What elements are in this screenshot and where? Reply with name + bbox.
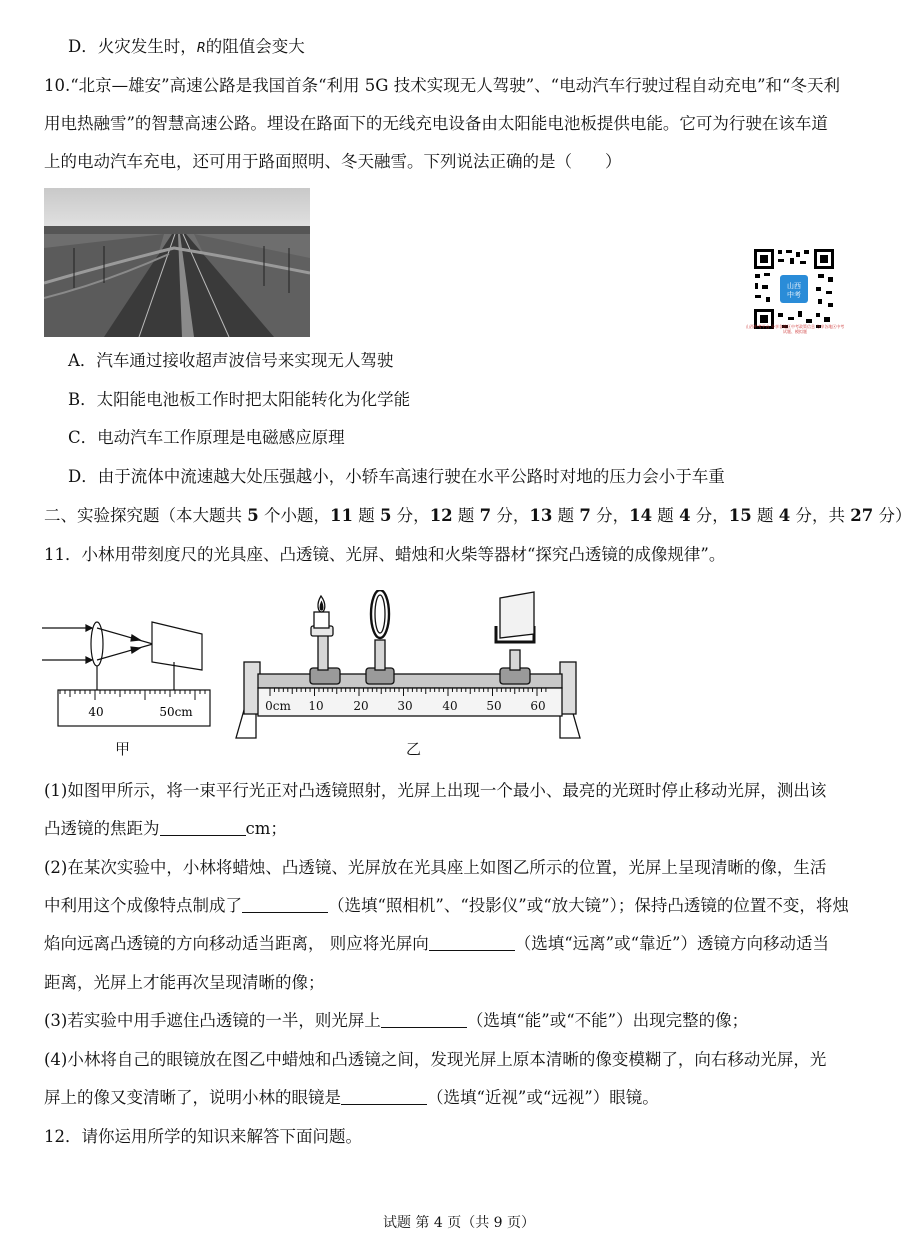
svg-text:中考: 中考	[787, 291, 801, 299]
qr-caption: 山西中考平台 分享各地区中考政策信息 分享各地区中考试题、模拟题	[745, 324, 845, 334]
q11-part2-line1: (2)在某次实验中，小林将蜡烛、凸透镜、光屏放在光具座上如图乙所示的位置，光屏上呈现清晰的像，生活	[44, 858, 827, 877]
q10-stem-line3: 上的电动汽车充电，还可用于路面照明、冬天融雪。下列说法正确的是（ ）	[44, 152, 622, 171]
q11-part4-line1: (4)小林将自己的眼镜放在图乙中蜡烛和凸透镜之间，发现光屏上原本清晰的像变模糊了，向右移动光屏，光	[44, 1050, 827, 1069]
svg-text:山西: 山西	[787, 282, 801, 290]
figure-yi	[230, 590, 590, 740]
jia-tick-label-40: 40	[88, 705, 104, 719]
yi-tick-label-50: 50	[486, 699, 502, 713]
answer-blank-glasses-type[interactable]	[341, 1088, 427, 1105]
figure-jia-diagram	[40, 612, 220, 742]
q11-part2-line3: 焰向远离凸透镜的方向移动适当距离， 则应将光屏向 （选填“远离”或“靠近”）透镜方向移动适当	[44, 934, 829, 953]
qr-code	[752, 247, 836, 331]
variable-r: R	[196, 41, 206, 56]
yi-tick-label-10: 10	[308, 699, 324, 713]
jia-tick-label-50: 50cm	[159, 705, 193, 719]
page-footer: 试题 第 4 页（共 9 页）	[382, 1215, 536, 1231]
q11-part3: (3)若实验中用手遮住凸透镜的一半，则光屏上 （选填“能”或“不能”）出现完整的像；	[44, 1011, 749, 1030]
answer-blank-complete-image[interactable]	[381, 1011, 467, 1028]
figure-yi-diagram	[230, 590, 590, 740]
figure-jia-caption: 甲	[115, 740, 131, 758]
yi-tick-label-40: 40	[442, 699, 458, 713]
yi-tick-label-0: 0cm	[265, 699, 291, 713]
q11-part1-line1: (1)如图甲所示，将一束平行光正对凸透镜照射，光屏上出现一个最小、最亮的光斑时停止移动光屏，测出该	[44, 781, 827, 800]
q9-option-d: D．火灾发生时，R的阻值会变大	[68, 37, 305, 56]
q10-option-b: B．太阳能电池板工作时把太阳能转化为化学能	[68, 390, 411, 409]
jia-ruler-ticks	[60, 690, 210, 700]
answer-blank-focal-length[interactable]	[160, 819, 246, 836]
answer-blank-screen-direction[interactable]	[429, 934, 515, 951]
q11-stem: 11．小林用带刻度尺的光具座、凸透镜、光屏、蜡烛和火柴等器材“探究凸透镜的成像规律”。	[44, 545, 726, 564]
qr-code-icon	[752, 247, 836, 331]
highway-photo-image	[44, 188, 310, 337]
q10-option-a: A．汽车通过接收超声波信号来实现无人驾驶	[68, 351, 394, 370]
q10-option-d: D．由于流体中流速越大处压强越小，小轿车高速行驶在水平公路时对地的压力会小于车重	[68, 467, 725, 486]
section2-heading: 二、实验探究题（本大题共 5 个小题，11 题 5 分，12 题 7 分，13 题 7 分，14 题 4 分，15 题 4 分，共 27 分）	[44, 506, 912, 525]
q11-part2-line2: 中利用这个成像特点制成了 （选填“照相机”、“投影仪”或“放大镜”）；保持凸透镜的位置不变，将烛	[44, 896, 849, 915]
q10-stem-line1: 10.“北京—雄安”高速公路是我国首条“利用 5G 技术实现无人驾驶”、“电动汽车行驶过程自动充电”和“冬天利	[44, 76, 840, 95]
yi-tick-label-30: 30	[397, 699, 413, 713]
yi-tick-label-60: 60	[530, 699, 546, 713]
q10-stem-line2: 用电热融雪”的智慧高速公路。埋设在路面下的无线充电设备由太阳能电池板提供电能。它可为行驶在该车道	[44, 114, 828, 133]
answer-blank-application[interactable]	[242, 896, 328, 913]
figure-jia	[40, 612, 220, 742]
yi-tick-label-20: 20	[353, 699, 369, 713]
figure-yi-caption: 乙	[406, 740, 422, 758]
highway-photo	[44, 188, 310, 337]
q11-part1-line2: 凸透镜的焦距为 cm；	[44, 819, 287, 838]
q11-part2-line4: 距离，光屏上才能再次呈现清晰的像；	[44, 973, 325, 992]
q11-part4-line2: 屏上的像又变清晰了，说明小林的眼镜是 （选填“近视”或“远视”）眼镜。	[44, 1088, 659, 1107]
q12-stem: 12．请你运用所学的知识来解答下面问题。	[44, 1127, 362, 1146]
q10-option-c: C．电动汽车工作原理是电磁感应原理	[68, 428, 345, 447]
